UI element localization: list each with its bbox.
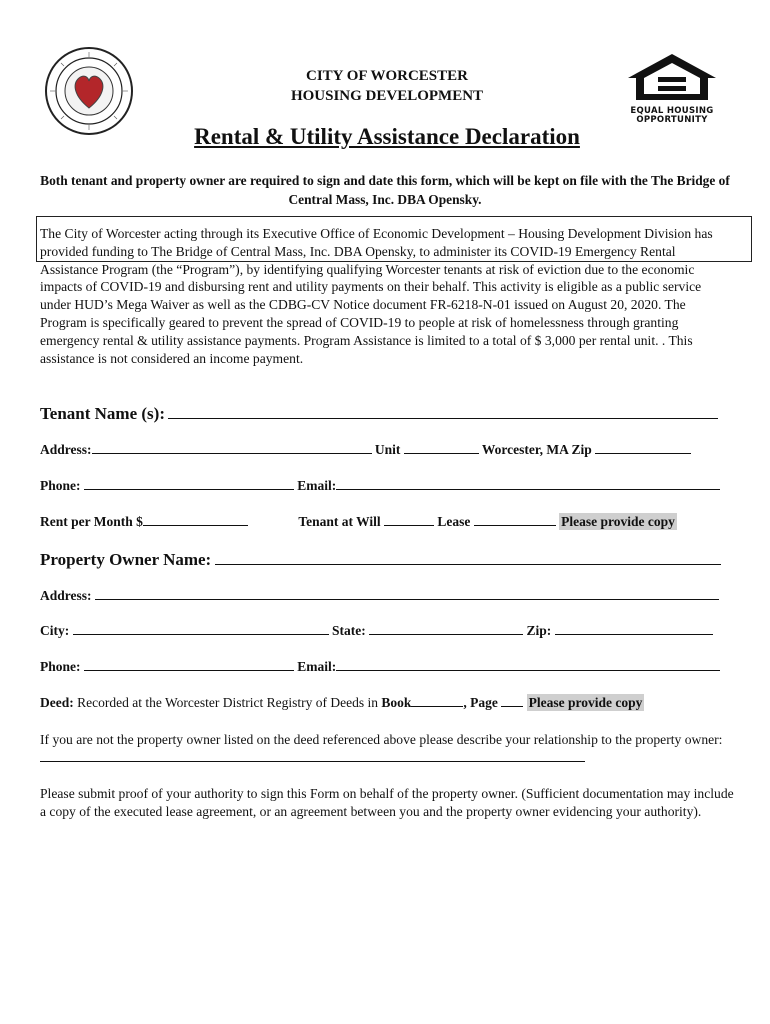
tenant-copy-note: Please provide copy [561, 514, 675, 529]
lease-label: Lease [437, 514, 471, 529]
owner-email-field[interactable] [336, 669, 720, 671]
rent-label: Rent per Month $ [40, 514, 143, 529]
relationship-text: If you are not the property owner listed on the deed referenced above please describe your relationship to the property owner: [40, 732, 723, 747]
owner-phone-field[interactable] [84, 669, 294, 671]
owner-city-field[interactable] [73, 633, 329, 635]
tenant-at-will-label: Tenant at Will [298, 514, 381, 529]
intro-text: Both tenant and property owner are required to sign and date this form, which will be kept on file with the The Bridge of Central Mass, Inc. DBA Opensky. [40, 173, 730, 207]
tenant-address-row [40, 442, 691, 458]
city-seal [44, 46, 134, 136]
header-block [230, 66, 544, 106]
owner-email-label: Email: [297, 659, 337, 674]
proof-paragraph: Please submit proof of your authority to sign this Form on behalf of the property owner. (Sufficient documentation may include a copy of the executed lease agreement, or an agreement between you and the property owner evidencing your authority). [40, 786, 734, 819]
relationship-field[interactable] [40, 760, 585, 762]
tenant-at-will-field[interactable] [384, 524, 434, 526]
house-icon [626, 52, 718, 102]
deed-page-field[interactable] [501, 705, 523, 707]
tenant-contact-row [40, 478, 720, 494]
owner-name-row [40, 550, 721, 570]
deed-book-label: Book [381, 695, 412, 710]
deed-label: Deed: [40, 695, 74, 710]
owner-contact-row [40, 659, 720, 675]
tenant-address-field[interactable] [92, 452, 372, 454]
owner-address-field[interactable] [95, 598, 719, 600]
rent-row [40, 514, 677, 530]
owner-city-label: City: [40, 623, 70, 638]
eho-text-1: EQUAL HOUSING [630, 106, 714, 116]
deed-text: Recorded at the Worcester District Registry of Deeds in [77, 695, 378, 710]
owner-name-field[interactable] [215, 563, 721, 565]
owner-address-label: Address: [40, 588, 92, 603]
form-title: Rental & Utility Assistance Declaration [194, 124, 580, 149]
owner-city-row [40, 623, 713, 639]
tenant-email-field[interactable] [336, 488, 720, 490]
city-name: CITY OF WORCESTER [306, 68, 468, 84]
eho-text-2: OPPORTUNITY [636, 115, 708, 125]
relationship-paragraph [40, 731, 740, 767]
owner-zip-label: Zip: [526, 623, 552, 638]
owner-name-label: Property Owner Name: [40, 550, 212, 569]
lease-field[interactable] [474, 524, 556, 526]
tenant-address-label: Address: [40, 442, 92, 457]
tenant-zip-field[interactable] [595, 452, 691, 454]
deed-page-label: , Page [463, 695, 498, 710]
equal-housing-logo [626, 52, 718, 124]
owner-phone-label: Phone: [40, 659, 81, 674]
program-description: The City of Worcester acting through its Executive Office of Economic Development – Housing Development Division has provided funding to The Bridge of Central Mass, Inc. DBA Opensky, to administer its COVID-19 Emergency Rental Assistance Program (the “Program”), by identifying qualifying Worcester tenants at risk of eviction due to the economic impacts of COVID-19 and disbursing rent and utility payments on their behalf. This activity is eligible as a public service under HUD’s Mega Waiver as well as the CDBG-CV Notice document FR-6218-N-01 issued on August 20, 2020. The Program is specifically geared to prevent the spread of COVID-19 to people at risk of homelessness through granting emergency rental & utility assistance payments. Program Assistance is limited to a total of $ 3,000 per rental unit. . This assistance is not considered an income payment. [40, 226, 713, 366]
rent-field[interactable] [143, 524, 248, 526]
tenant-city-zip-label: Worcester, MA Zip [481, 442, 592, 457]
owner-zip-field[interactable] [555, 633, 713, 635]
tenant-name-label: Tenant Name (s): [40, 404, 165, 423]
deed-row [40, 695, 644, 711]
tenant-phone-label: Phone: [40, 478, 81, 493]
deed-copy-note: Please provide copy [528, 695, 643, 710]
tenant-phone-field[interactable] [84, 488, 294, 490]
department-name: HOUSING DEVELOPMENT [290, 88, 484, 104]
owner-address-row [40, 588, 719, 604]
tenant-name-row [40, 404, 718, 424]
tenant-unit-field[interactable] [404, 452, 479, 454]
owner-state-label: State: [332, 623, 366, 638]
tenant-email-label: Email: [297, 478, 337, 493]
deed-book-field[interactable] [411, 705, 463, 707]
tenant-unit-label: Unit [374, 442, 401, 457]
owner-state-field[interactable] [369, 633, 523, 635]
tenant-name-field[interactable] [168, 417, 718, 419]
